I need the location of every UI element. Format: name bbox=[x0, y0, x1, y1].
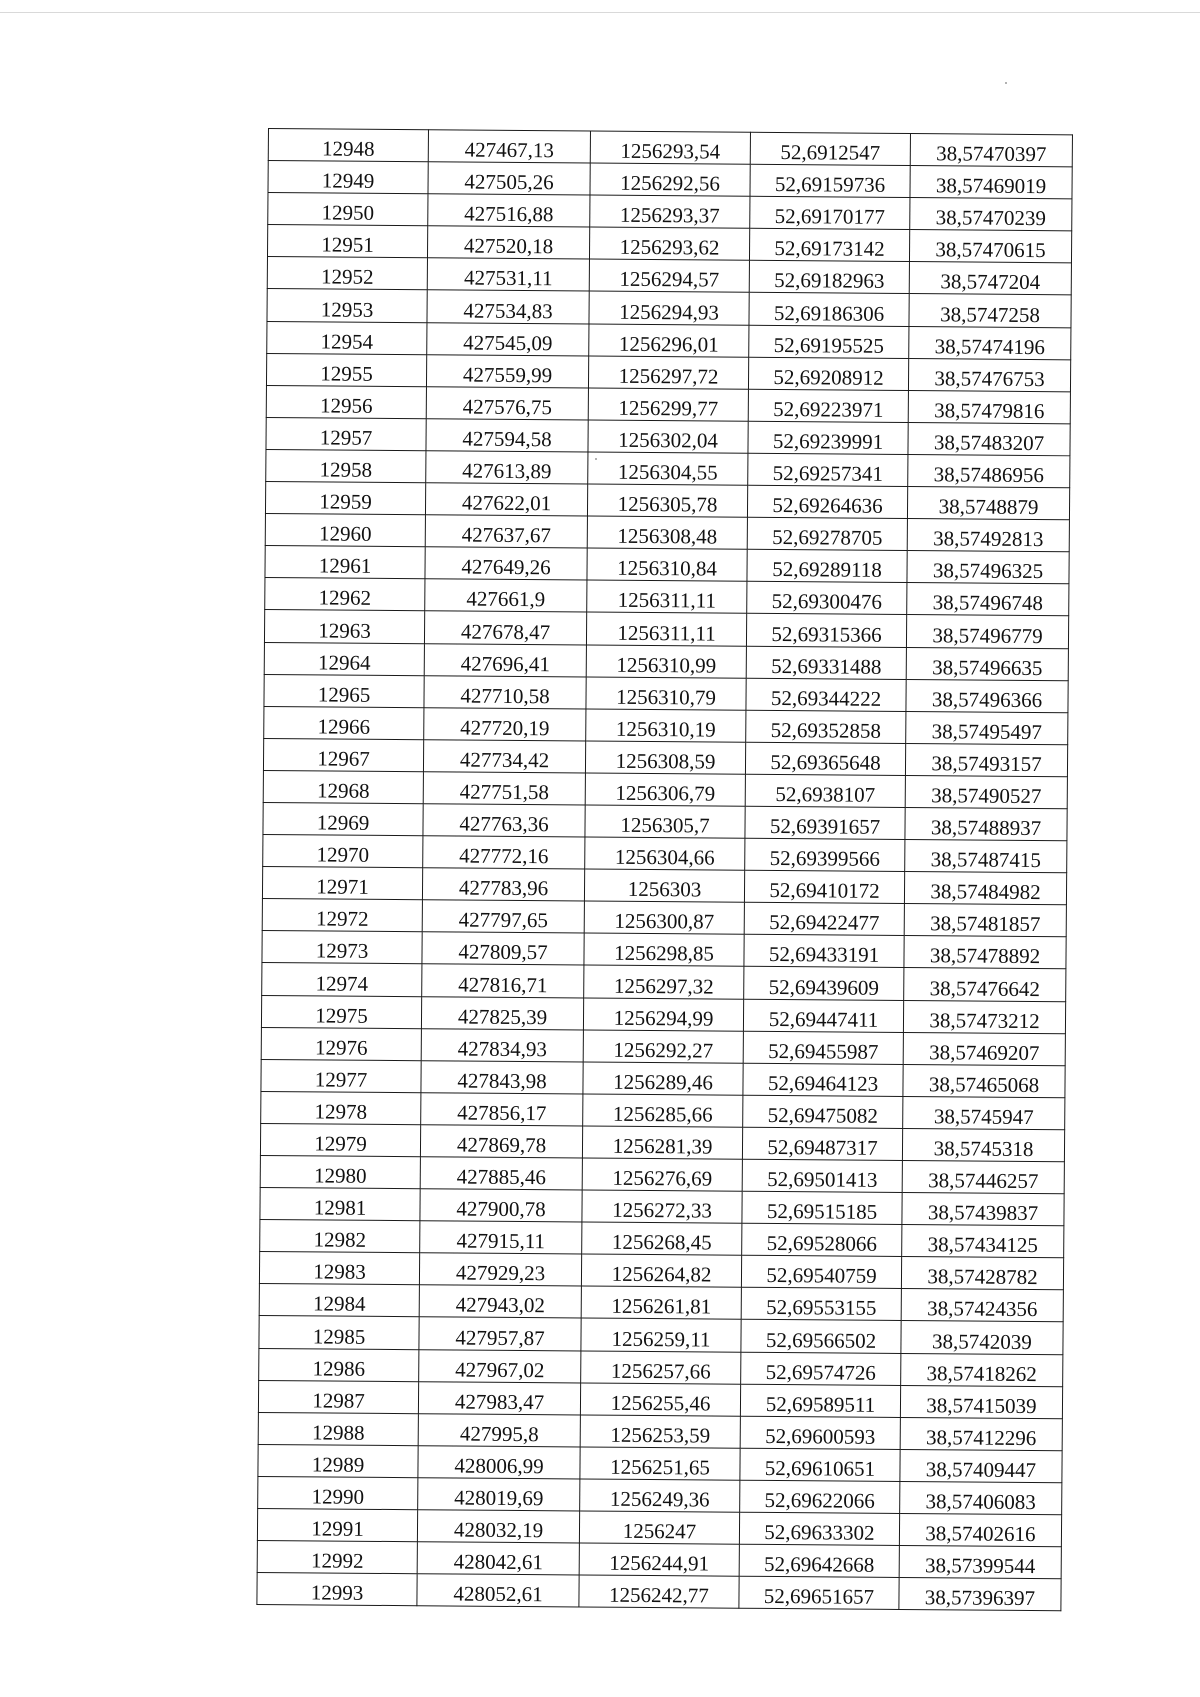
x-coordinate-cell: 427696,41 bbox=[424, 643, 586, 676]
x-coordinate-cell: 427637,67 bbox=[425, 515, 587, 548]
coordinates-table-body bbox=[257, 129, 1073, 1612]
y-coordinate-cell: 1256242,77 bbox=[579, 1575, 739, 1608]
point-number-cell: 12971 bbox=[262, 867, 422, 900]
x-coordinate-cell: 427834,93 bbox=[421, 1028, 583, 1061]
x-coordinate-cell: 427710,58 bbox=[424, 675, 586, 708]
longitude-cell: 38,57399544 bbox=[899, 1546, 1061, 1579]
latitude-cell: 52,69186306 bbox=[749, 293, 909, 326]
longitude-cell: 38,57496325 bbox=[907, 551, 1069, 584]
point-number-cell: 12991 bbox=[257, 1508, 417, 1541]
x-coordinate-cell: 427594,58 bbox=[426, 419, 588, 452]
point-number-cell: 12993 bbox=[257, 1573, 417, 1606]
longitude-cell: 38,57409447 bbox=[900, 1449, 1062, 1482]
point-number-cell: 12978 bbox=[261, 1091, 421, 1124]
latitude-cell: 52,69223971 bbox=[748, 389, 908, 422]
longitude-cell: 38,57484982 bbox=[904, 872, 1066, 905]
latitude-cell: 52,69455987 bbox=[743, 1031, 903, 1064]
y-coordinate-cell: 1256255,46 bbox=[580, 1383, 740, 1416]
longitude-cell: 38,5745318 bbox=[902, 1128, 1064, 1161]
y-coordinate-cell: 1256305,7 bbox=[585, 805, 745, 838]
y-coordinate-cell: 1256296,01 bbox=[589, 324, 749, 357]
x-coordinate-cell: 427531,11 bbox=[427, 258, 589, 291]
x-coordinate-cell: 427505,26 bbox=[428, 162, 590, 195]
x-coordinate-cell: 427720,19 bbox=[424, 707, 586, 740]
y-coordinate-cell: 1256297,32 bbox=[584, 965, 744, 998]
y-coordinate-cell: 1256251,65 bbox=[580, 1447, 740, 1480]
latitude-cell: 52,69422477 bbox=[744, 903, 904, 936]
point-number-cell: 12974 bbox=[262, 963, 422, 996]
latitude-cell: 52,69515185 bbox=[742, 1191, 902, 1224]
point-number-cell: 12972 bbox=[262, 899, 422, 932]
longitude-cell: 38,57496635 bbox=[906, 647, 1068, 680]
longitude-cell: 38,57434125 bbox=[902, 1225, 1064, 1258]
point-number-cell: 12951 bbox=[267, 225, 427, 258]
coordinates-table bbox=[256, 128, 1073, 1612]
point-number-cell: 12960 bbox=[265, 514, 425, 547]
longitude-cell: 38,57493157 bbox=[905, 743, 1067, 776]
scan-speck bbox=[1005, 82, 1007, 84]
point-number-cell: 12983 bbox=[259, 1252, 419, 1285]
y-coordinate-cell: 1256310,99 bbox=[586, 645, 746, 678]
latitude-cell: 52,69300476 bbox=[747, 582, 907, 615]
coordinates-table-container bbox=[256, 128, 1072, 1612]
y-coordinate-cell: 1256304,55 bbox=[588, 452, 748, 485]
x-coordinate-cell: 427545,09 bbox=[427, 322, 589, 355]
latitude-cell: 52,69651657 bbox=[739, 1576, 899, 1609]
latitude-cell: 52,69600593 bbox=[740, 1416, 900, 1449]
y-coordinate-cell: 1256299,77 bbox=[588, 388, 748, 421]
longitude-cell: 38,57415039 bbox=[900, 1385, 1062, 1418]
point-number-cell: 12973 bbox=[262, 931, 422, 964]
point-number-cell: 12990 bbox=[258, 1476, 418, 1509]
point-number-cell: 12949 bbox=[268, 161, 428, 194]
latitude-cell: 52,69208912 bbox=[748, 357, 908, 390]
point-number-cell: 12967 bbox=[263, 738, 423, 771]
longitude-cell: 38,57488937 bbox=[905, 807, 1067, 840]
x-coordinate-cell: 427825,39 bbox=[421, 996, 583, 1029]
y-coordinate-cell: 1256308,59 bbox=[585, 741, 745, 774]
longitude-cell: 38,57496748 bbox=[907, 583, 1069, 616]
y-coordinate-cell: 1256310,84 bbox=[587, 548, 747, 581]
point-number-cell: 12969 bbox=[263, 802, 423, 835]
y-coordinate-cell: 1256244,91 bbox=[579, 1543, 739, 1576]
longitude-cell: 38,5747204 bbox=[909, 262, 1071, 295]
y-coordinate-cell: 1256281,39 bbox=[582, 1126, 742, 1159]
y-coordinate-cell: 1256310,79 bbox=[586, 677, 746, 710]
y-coordinate-cell: 1256305,78 bbox=[587, 484, 747, 517]
latitude-cell: 52,69399566 bbox=[745, 838, 905, 871]
x-coordinate-cell: 427957,87 bbox=[419, 1317, 581, 1350]
longitude-cell: 38,57402616 bbox=[899, 1514, 1061, 1547]
longitude-cell: 38,57474196 bbox=[909, 326, 1071, 359]
y-coordinate-cell: 1256268,45 bbox=[582, 1222, 742, 1255]
point-number-cell: 12976 bbox=[261, 1027, 421, 1060]
y-coordinate-cell: 1256300,87 bbox=[584, 901, 744, 934]
y-coordinate-cell: 1256264,82 bbox=[581, 1254, 741, 1287]
latitude-cell: 52,69566502 bbox=[741, 1320, 901, 1353]
point-number-cell: 12952 bbox=[267, 257, 427, 290]
longitude-cell: 38,57469019 bbox=[910, 166, 1072, 199]
x-coordinate-cell: 428042,61 bbox=[417, 1542, 579, 1575]
latitude-cell: 52,69540759 bbox=[741, 1256, 901, 1289]
latitude-cell: 52,6912547 bbox=[750, 132, 910, 165]
longitude-cell: 38,57424356 bbox=[901, 1289, 1063, 1322]
x-coordinate-cell: 427869,78 bbox=[420, 1125, 582, 1158]
y-coordinate-cell: 1256285,66 bbox=[583, 1094, 743, 1127]
x-coordinate-cell: 427678,47 bbox=[424, 611, 586, 644]
point-number-cell: 12962 bbox=[265, 578, 425, 611]
x-coordinate-cell: 427816,71 bbox=[422, 964, 584, 997]
point-number-cell: 12966 bbox=[264, 706, 424, 739]
x-coordinate-cell: 427559,99 bbox=[426, 354, 588, 387]
longitude-cell: 38,57490527 bbox=[905, 775, 1067, 808]
latitude-cell: 52,6938107 bbox=[745, 774, 905, 807]
x-coordinate-cell: 427613,89 bbox=[426, 451, 588, 484]
table-row bbox=[257, 1573, 1061, 1611]
longitude-cell: 38,57469207 bbox=[903, 1032, 1065, 1065]
y-coordinate-cell: 1256298,85 bbox=[584, 933, 744, 966]
longitude-cell: 38,57476753 bbox=[908, 358, 1070, 391]
latitude-cell: 52,69331488 bbox=[746, 646, 906, 679]
x-coordinate-cell: 427763,36 bbox=[423, 804, 585, 837]
longitude-cell: 38,57481857 bbox=[904, 904, 1066, 937]
latitude-cell: 52,69344222 bbox=[746, 678, 906, 711]
x-coordinate-cell: 427797,65 bbox=[422, 900, 584, 933]
latitude-cell: 52,69352858 bbox=[746, 710, 906, 743]
latitude-cell: 52,69574726 bbox=[741, 1352, 901, 1385]
latitude-cell: 52,69622066 bbox=[740, 1480, 900, 1513]
point-number-cell: 12975 bbox=[261, 995, 421, 1028]
longitude-cell: 38,5745947 bbox=[903, 1096, 1065, 1129]
y-coordinate-cell: 1256294,57 bbox=[589, 259, 749, 292]
point-number-cell: 12957 bbox=[266, 417, 426, 450]
latitude-cell: 52,69553155 bbox=[741, 1288, 901, 1321]
longitude-cell: 38,57439837 bbox=[902, 1193, 1064, 1226]
point-number-cell: 12992 bbox=[257, 1541, 417, 1574]
point-number-cell: 12988 bbox=[258, 1412, 418, 1445]
latitude-cell: 52,69315366 bbox=[746, 614, 906, 647]
latitude-cell: 52,69433191 bbox=[744, 935, 904, 968]
latitude-cell: 52,69528066 bbox=[742, 1223, 902, 1256]
x-coordinate-cell: 427885,46 bbox=[420, 1157, 582, 1190]
point-number-cell: 12980 bbox=[260, 1155, 420, 1188]
longitude-cell: 38,57465068 bbox=[903, 1064, 1065, 1097]
x-coordinate-cell: 427967,02 bbox=[419, 1349, 581, 1382]
x-coordinate-cell: 427661,9 bbox=[425, 579, 587, 612]
longitude-cell: 38,57479816 bbox=[908, 390, 1070, 423]
latitude-cell: 52,69239991 bbox=[748, 421, 908, 454]
latitude-cell: 52,69289118 bbox=[747, 549, 907, 582]
latitude-cell: 52,69195525 bbox=[749, 325, 909, 358]
x-coordinate-cell: 427516,88 bbox=[428, 194, 590, 227]
y-coordinate-cell: 1256293,62 bbox=[589, 227, 749, 260]
longitude-cell: 38,57496366 bbox=[906, 679, 1068, 712]
longitude-cell: 38,57412296 bbox=[900, 1417, 1062, 1450]
x-coordinate-cell: 428052,61 bbox=[417, 1574, 579, 1607]
latitude-cell: 52,69264636 bbox=[747, 485, 907, 518]
y-coordinate-cell: 1256249,36 bbox=[580, 1479, 740, 1512]
longitude-cell: 38,57470239 bbox=[910, 198, 1072, 231]
x-coordinate-cell: 427856,17 bbox=[421, 1093, 583, 1126]
x-coordinate-cell: 427520,18 bbox=[427, 226, 589, 259]
longitude-cell: 38,57473212 bbox=[903, 1000, 1065, 1033]
latitude-cell: 52,69642668 bbox=[739, 1544, 899, 1577]
latitude-cell: 52,69278705 bbox=[747, 517, 907, 550]
y-coordinate-cell: 1256292,56 bbox=[590, 163, 750, 196]
point-number-cell: 12954 bbox=[267, 321, 427, 354]
x-coordinate-cell: 427622,01 bbox=[425, 483, 587, 516]
point-number-cell: 12982 bbox=[260, 1220, 420, 1253]
latitude-cell: 52,69170177 bbox=[750, 196, 910, 229]
longitude-cell: 38,57428782 bbox=[901, 1257, 1063, 1290]
longitude-cell: 38,57446257 bbox=[902, 1161, 1064, 1194]
y-coordinate-cell: 1256289,46 bbox=[583, 1062, 743, 1095]
longitude-cell: 38,57496779 bbox=[906, 615, 1068, 648]
point-number-cell: 12959 bbox=[265, 482, 425, 515]
x-coordinate-cell: 427772,16 bbox=[423, 836, 585, 869]
latitude-cell: 52,69610651 bbox=[740, 1448, 900, 1481]
point-number-cell: 12970 bbox=[263, 835, 423, 868]
longitude-cell: 38,57470615 bbox=[909, 230, 1071, 263]
longitude-cell: 38,57406083 bbox=[900, 1481, 1062, 1514]
longitude-cell: 38,5742039 bbox=[901, 1321, 1063, 1354]
x-coordinate-cell: 427900,78 bbox=[420, 1189, 582, 1222]
x-coordinate-cell: 427751,58 bbox=[423, 772, 585, 805]
y-coordinate-cell: 1256304,66 bbox=[585, 837, 745, 870]
point-number-cell: 12956 bbox=[266, 385, 426, 418]
x-coordinate-cell: 428019,69 bbox=[418, 1478, 580, 1511]
longitude-cell: 38,57478892 bbox=[904, 936, 1066, 969]
y-coordinate-cell: 1256261,81 bbox=[581, 1286, 741, 1319]
x-coordinate-cell: 428006,99 bbox=[418, 1446, 580, 1479]
x-coordinate-cell: 427943,02 bbox=[419, 1285, 581, 1318]
point-number-cell: 12979 bbox=[260, 1123, 420, 1156]
longitude-cell: 38,57396397 bbox=[899, 1578, 1061, 1611]
latitude-cell: 52,69159736 bbox=[750, 164, 910, 197]
point-number-cell: 12964 bbox=[264, 642, 424, 675]
x-coordinate-cell: 427983,47 bbox=[418, 1381, 580, 1414]
y-coordinate-cell: 1256303 bbox=[584, 869, 744, 902]
x-coordinate-cell: 427576,75 bbox=[426, 387, 588, 420]
x-coordinate-cell: 427929,23 bbox=[419, 1253, 581, 1286]
y-coordinate-cell: 1256259,11 bbox=[581, 1318, 741, 1351]
x-coordinate-cell: 427915,11 bbox=[420, 1221, 582, 1254]
x-coordinate-cell: 427734,42 bbox=[423, 740, 585, 773]
longitude-cell: 38,57476642 bbox=[904, 968, 1066, 1001]
point-number-cell: 12981 bbox=[260, 1188, 420, 1221]
y-coordinate-cell: 1256302,04 bbox=[588, 420, 748, 453]
point-number-cell: 12987 bbox=[258, 1380, 418, 1413]
y-coordinate-cell: 1256310,19 bbox=[586, 709, 746, 742]
latitude-cell: 52,69173142 bbox=[749, 229, 909, 262]
latitude-cell: 52,69257341 bbox=[748, 453, 908, 486]
y-coordinate-cell: 1256294,99 bbox=[583, 998, 743, 1031]
point-number-cell: 12986 bbox=[259, 1348, 419, 1381]
latitude-cell: 52,69475082 bbox=[743, 1095, 903, 1128]
longitude-cell: 38,5747258 bbox=[909, 294, 1071, 327]
x-coordinate-cell: 427649,26 bbox=[425, 547, 587, 580]
y-coordinate-cell: 1256293,54 bbox=[590, 131, 750, 164]
longitude-cell: 38,5748879 bbox=[907, 487, 1069, 520]
x-coordinate-cell: 428032,19 bbox=[417, 1510, 579, 1543]
longitude-cell: 38,57487415 bbox=[905, 840, 1067, 873]
longitude-cell: 38,57418262 bbox=[901, 1353, 1063, 1386]
latitude-cell: 52,69391657 bbox=[745, 806, 905, 839]
y-coordinate-cell: 1256306,79 bbox=[585, 773, 745, 806]
latitude-cell: 52,69487317 bbox=[742, 1127, 902, 1160]
latitude-cell: 52,69633302 bbox=[739, 1512, 899, 1545]
longitude-cell: 38,57470397 bbox=[910, 134, 1072, 167]
point-number-cell: 12961 bbox=[265, 546, 425, 579]
point-number-cell: 12977 bbox=[261, 1059, 421, 1092]
point-number-cell: 12968 bbox=[263, 770, 423, 803]
point-number-cell: 12963 bbox=[264, 610, 424, 643]
point-number-cell: 12984 bbox=[259, 1284, 419, 1317]
y-coordinate-cell: 1256247 bbox=[579, 1511, 739, 1544]
latitude-cell: 52,69501413 bbox=[742, 1159, 902, 1192]
y-coordinate-cell: 1256311,11 bbox=[587, 580, 747, 613]
latitude-cell: 52,69182963 bbox=[749, 261, 909, 294]
longitude-cell: 38,57483207 bbox=[908, 422, 1070, 455]
x-coordinate-cell: 427843,98 bbox=[421, 1060, 583, 1093]
longitude-cell: 38,57495497 bbox=[906, 711, 1068, 744]
x-coordinate-cell: 427467,13 bbox=[428, 130, 590, 163]
y-coordinate-cell: 1256294,93 bbox=[589, 291, 749, 324]
x-coordinate-cell: 427534,83 bbox=[427, 290, 589, 323]
y-coordinate-cell: 1256253,59 bbox=[580, 1415, 740, 1448]
point-number-cell: 12985 bbox=[259, 1316, 419, 1349]
point-number-cell: 12950 bbox=[268, 193, 428, 226]
y-coordinate-cell: 1256257,66 bbox=[581, 1351, 741, 1384]
scan-top-edge bbox=[0, 12, 1200, 13]
point-number-cell: 12955 bbox=[266, 353, 426, 386]
longitude-cell: 38,57486956 bbox=[908, 454, 1070, 487]
y-coordinate-cell: 1256311,11 bbox=[586, 612, 746, 645]
x-coordinate-cell: 427783,96 bbox=[422, 868, 584, 901]
x-coordinate-cell: 427809,57 bbox=[422, 932, 584, 965]
y-coordinate-cell: 1256293,37 bbox=[590, 195, 750, 228]
point-number-cell: 12953 bbox=[267, 289, 427, 322]
longitude-cell: 38,57492813 bbox=[907, 519, 1069, 552]
point-number-cell: 12948 bbox=[268, 129, 428, 162]
latitude-cell: 52,69410172 bbox=[744, 870, 904, 903]
latitude-cell: 52,69439609 bbox=[744, 967, 904, 1000]
y-coordinate-cell: 1256272,33 bbox=[582, 1190, 742, 1223]
point-number-cell: 12965 bbox=[264, 674, 424, 707]
x-coordinate-cell: 427995,8 bbox=[418, 1413, 580, 1446]
latitude-cell: 52,69365648 bbox=[745, 742, 905, 775]
y-coordinate-cell: 1256292,27 bbox=[583, 1030, 743, 1063]
latitude-cell: 52,69447411 bbox=[743, 999, 903, 1032]
latitude-cell: 52,69464123 bbox=[743, 1063, 903, 1096]
point-number-cell: 12958 bbox=[266, 449, 426, 482]
y-coordinate-cell: 1256297,72 bbox=[588, 356, 748, 389]
latitude-cell: 52,69589511 bbox=[740, 1384, 900, 1417]
point-number-cell: 12989 bbox=[258, 1444, 418, 1477]
y-coordinate-cell: 1256276,69 bbox=[582, 1158, 742, 1191]
y-coordinate-cell: 1256308,48 bbox=[587, 516, 747, 549]
